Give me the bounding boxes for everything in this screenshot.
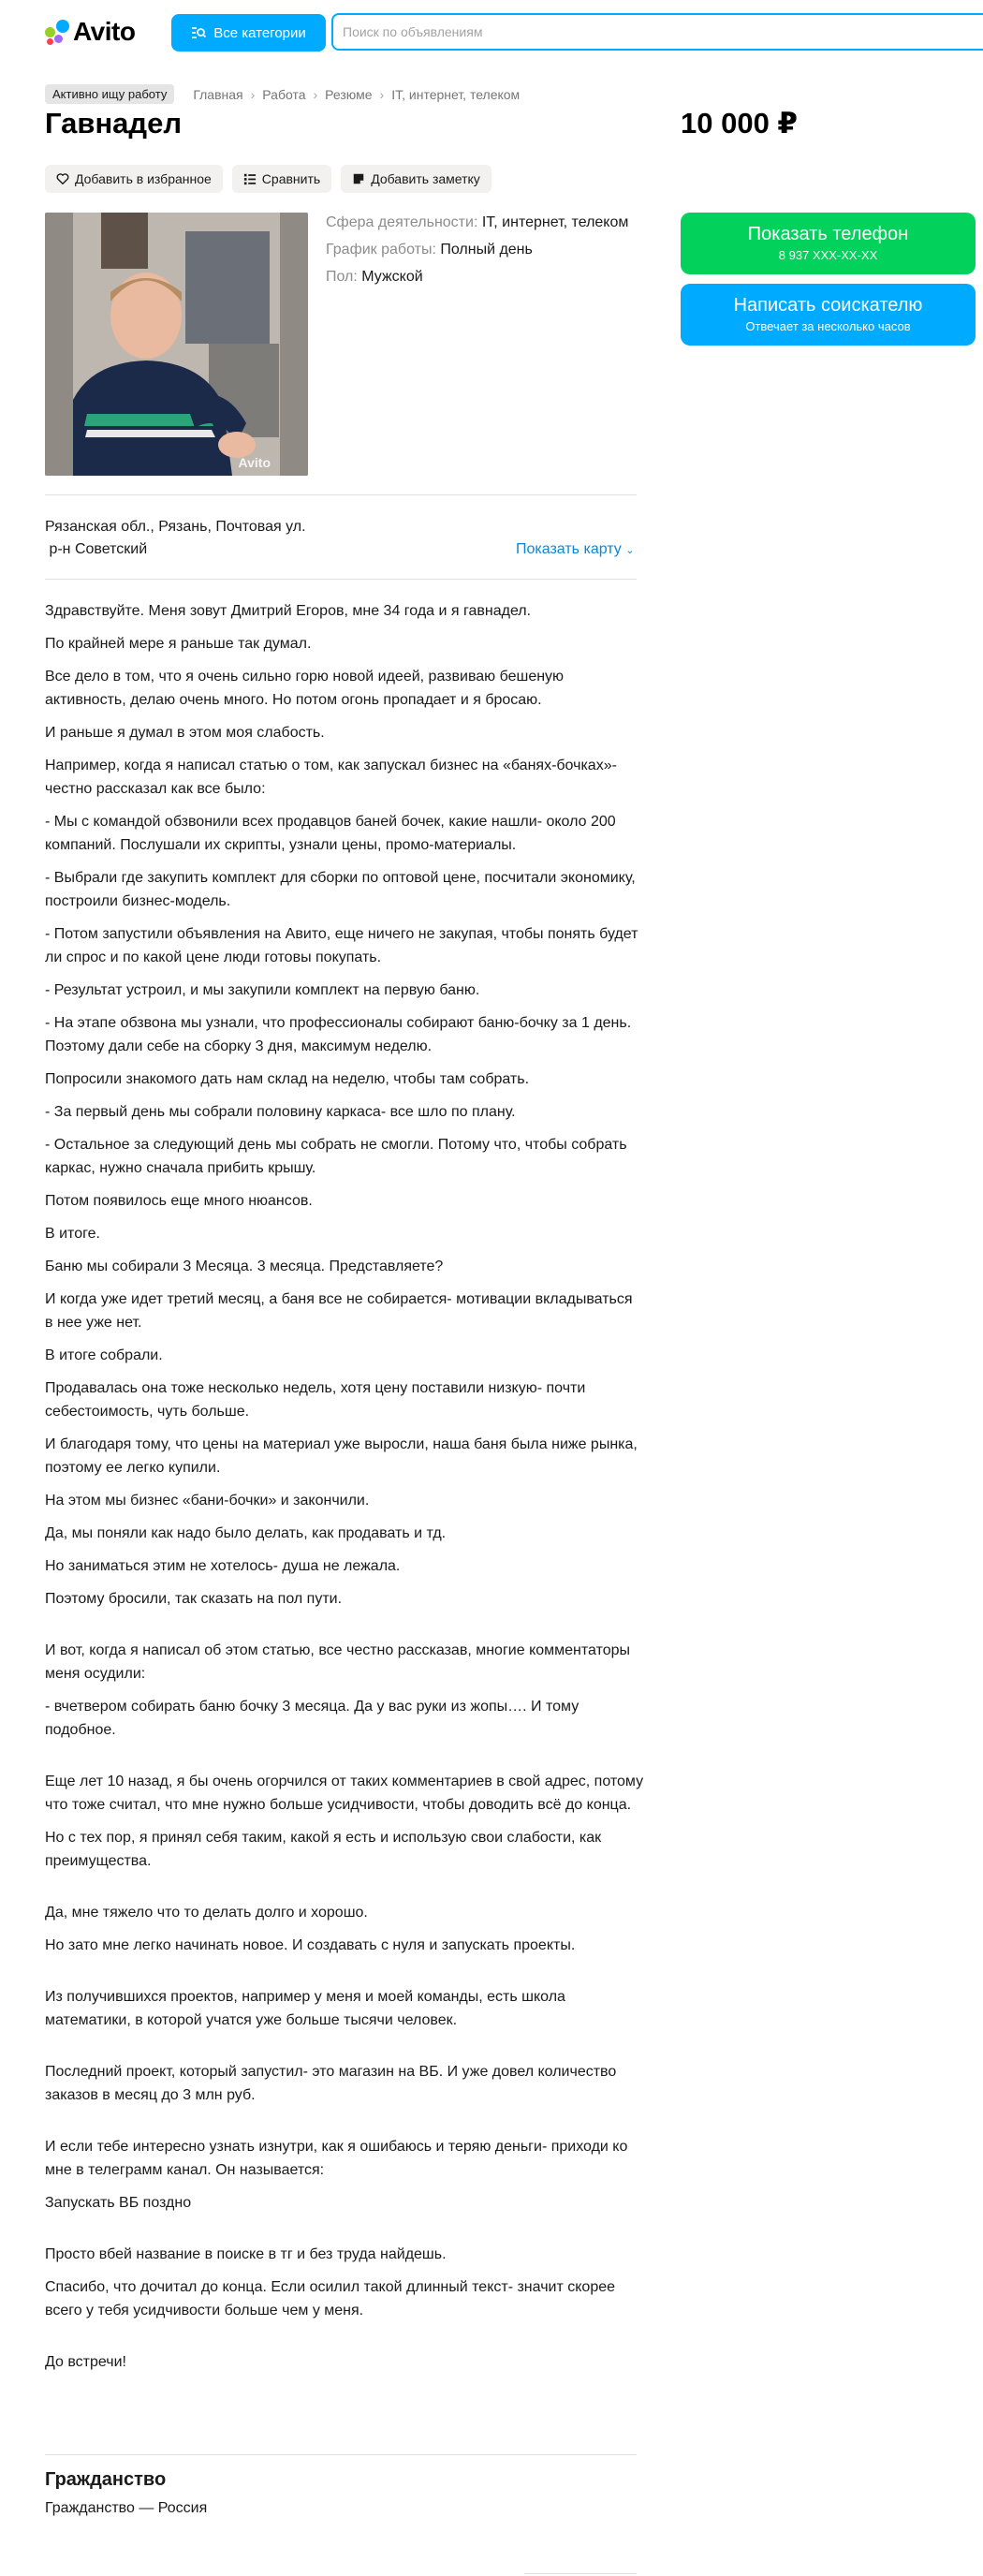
description-paragraph: На этом мы бизнес «бани-бочки» и закончили.: [45, 1493, 370, 1509]
photo-watermark: Avito: [238, 455, 271, 470]
all-categories-button[interactable]: [171, 14, 326, 52]
address-district-text: р-н Советский: [49, 541, 148, 557]
description-gap: [45, 1882, 644, 1901]
description-paragraph: Здравствуйте. Меня зовут Дмитрий Егоров, мне 34 года и я гавнадел.: [45, 603, 532, 619]
description-gap: [45, 2116, 644, 2135]
breadcrumb-home[interactable]: Главная: [193, 86, 243, 102]
param-schedule-label: График работы:: [326, 242, 436, 258]
status-badge: Активно ищу работу: [45, 84, 174, 104]
breadcrumb-separator-icon: ›: [250, 86, 256, 102]
breadcrumb-separator-icon: ›: [379, 86, 385, 102]
description-paragraph: Но заниматься этим не хотелось- душа не лежала.: [45, 1558, 401, 1574]
add-note-button[interactable]: [341, 165, 492, 193]
citizenship-value: Гражданство — Россия: [45, 2500, 208, 2516]
address-district: [45, 538, 306, 561]
description-paragraph: Все дело в том, что я очень сильно горю новой идеей, развиваю бешеную активность, делаю очень много. Но потом огонь пропадает и я бросаю.: [45, 669, 565, 708]
heart-icon: [56, 172, 69, 185]
phone-number-masked: 8 937 XXX-XX-XX: [778, 248, 878, 262]
breadcrumb-work[interactable]: Работа: [262, 86, 306, 102]
note-icon: [352, 172, 365, 185]
description-paragraph: Последний проект, который запустил- это магазин на ВБ. И уже довел количество заказов в месяц до 3 млн руб.: [45, 2064, 617, 2103]
divider: [45, 579, 637, 580]
description-paragraph: По крайней мере я раньше так думал.: [45, 636, 312, 652]
description-paragraph: - Остальное за следующий день мы собрать не смогли. Потому что, чтобы собрать каркас, нужно сначала прибить крышу.: [45, 1137, 627, 1176]
logo-text: Avito: [73, 17, 136, 46]
compare-label: Сравнить: [261, 171, 321, 186]
description-gap: [45, 2332, 644, 2350]
show-map-label: Показать карту: [516, 541, 622, 557]
show-phone-label: Показать телефон: [747, 224, 909, 244]
description-paragraph: Но зато мне легко начинать новое. И создавать с нуля и запускать проекты.: [45, 1937, 576, 1953]
param-schedule: [326, 240, 635, 259]
write-to-applicant-label: Написать соискателю: [733, 295, 923, 316]
description-paragraph: - вчетвером собирать баню бочку 3 месяца. Да у вас руки из жопы…. И тому подобное.: [45, 1699, 580, 1738]
description-paragraph: Спасибо, что дочитал до конца. Если осилил такой длинный текст- значит скорее всего у тебя усидчивости больше чем у меня.: [45, 2279, 616, 2318]
add-to-favorites-button[interactable]: [45, 165, 223, 193]
description-paragraph: Да, мне тяжело что то делать долго и хорошо.: [45, 1905, 368, 1921]
param-gender-value: Мужской: [361, 269, 423, 285]
description-gap: [45, 1966, 644, 1985]
description-paragraph: - За первый день мы собрали половину каркаса- все шло по плану.: [45, 1104, 516, 1120]
description-paragraph: - Выбрали где закупить комплект для сборки по оптовой цене, посчитали экономику, построили бизнес-модель.: [45, 870, 636, 909]
action-bar: [45, 165, 492, 193]
divider: [45, 2454, 637, 2455]
description-paragraph: - На этапе обзвона мы узнали, что профессионалы собирают баню-бочку за 1 день. Поэтому дали себе на сборку 3 дня, максимум неделю.: [45, 1015, 632, 1054]
listing-photo[interactable]: [45, 213, 308, 476]
breadcrumb-it[interactable]: IT, интернет, телеком: [391, 86, 521, 102]
header: [0, 0, 983, 64]
description-paragraph: - Мы с командой обзвонили всех продавцов баней бочек, какие нашли- около 200 компаний. Послушали их скрипты, узнали цены, промо-материалы.: [45, 814, 616, 853]
price: 10 000 ₽: [681, 107, 798, 140]
description-gap: [45, 2224, 644, 2243]
chevron-down-icon: ⌄: [625, 545, 635, 556]
description-paragraph: Еще лет 10 назад, я бы очень огорчился от таких комментариев в свой адрес, потому что тоже считал, что мне нужно больше усидчивости, чтобы доводить всё до конца.: [45, 1774, 644, 1813]
description-paragraph: Баню мы собирали 3 Месяца. 3 месяца. Представляете?: [45, 1259, 444, 1274]
description-paragraph: В итоге собрали.: [45, 1347, 163, 1363]
description-gap: [45, 1620, 644, 1639]
add-to-favorites-label: Добавить в избранное: [75, 171, 212, 186]
compare-icon: [243, 172, 257, 185]
logo-dots-icon: [45, 20, 69, 44]
param-sphere-label: Сфера деятельности:: [326, 214, 478, 230]
response-time: Отвечает за несколько часов: [745, 319, 911, 333]
description-paragraph: И благодаря тому, что цены на материал уже выросли, наша баня была ниже рынка, поэтому ее легко купили.: [45, 1436, 638, 1476]
description-paragraph: - Результат устроил, и мы закупили комплект на первую баню.: [45, 982, 480, 998]
show-map-link[interactable]: [516, 541, 634, 558]
address-block: [45, 516, 306, 561]
description-paragraph: - Потом запустили объявления на Авито, еще ничего не закупая, чтобы понять будет ли спрос и по какой цене люди готовы покупать.: [45, 926, 638, 965]
divider: [45, 494, 637, 495]
description-paragraph: И если тебе интересно узнать изнутри, как я ошибаюсь и теряю деньги- приходи ко мне в телеграмм канал. Он называется:: [45, 2139, 628, 2178]
breadcrumb-separator-icon: ›: [313, 86, 318, 102]
address-line: Рязанская обл., Рязань, Почтовая ул.: [45, 519, 306, 535]
description-gap: [45, 1751, 644, 1770]
show-phone-button[interactable]: [681, 213, 976, 274]
citizenship-title: Гражданство: [45, 2469, 167, 2490]
description-paragraph: И вот, когда я написал об этом статью, все честно рассказав, многие комментаторы меня осудили:: [45, 1642, 631, 1682]
listing-params: [326, 213, 635, 294]
description-paragraph: В итоге.: [45, 1226, 100, 1242]
description-paragraph: Поэтому бросили, так сказать на пол пути.: [45, 1591, 343, 1607]
description-paragraph: Да, мы поняли как надо было делать, как продавать и тд.: [45, 1525, 447, 1541]
breadcrumb: [45, 84, 520, 104]
description-paragraph: Продавалась она тоже несколько недель, хотя цену поставили низкую- почти себестоимость, чуть больше.: [45, 1380, 586, 1420]
param-schedule-value: Полный день: [440, 242, 533, 258]
add-note-label: Добавить заметку: [371, 171, 480, 186]
description-paragraph: Например, когда я написал статью о том, как запускал бизнес на «банях-бочках»- честно рассказал как все было:: [45, 758, 617, 797]
breadcrumb-resume[interactable]: Резюме: [325, 86, 373, 102]
search-box: [331, 13, 983, 51]
param-gender: [326, 267, 635, 287]
description-paragraph: Запускать ВБ поздно: [45, 2195, 192, 2211]
avito-logo[interactable]: [45, 13, 135, 51]
param-sphere: [326, 213, 635, 232]
search-input[interactable]: [333, 15, 983, 49]
description-paragraph: Попросили знакомого дать нам склад на неделю, чтобы там собрать.: [45, 1071, 530, 1087]
write-to-applicant-button[interactable]: [681, 284, 976, 346]
description: [45, 599, 644, 2383]
param-gender-label: Пол:: [326, 269, 358, 285]
description-paragraph: Потом появилось еще много нюансов.: [45, 1193, 313, 1209]
all-categories-label: Все категории: [213, 24, 306, 41]
page-title: Гавнадел: [45, 107, 183, 140]
description-paragraph: И раньше я думал в этом моя слабость.: [45, 725, 325, 741]
person-photo-image: [45, 213, 308, 476]
description-paragraph: Из получившихся проектов, например у меня и моей команды, есть школа математики, в которой учатся уже больше тысячи человек.: [45, 1989, 565, 2028]
search-list-icon: [191, 25, 206, 40]
description-paragraph: До встречи!: [45, 2354, 126, 2370]
description-paragraph: Но с тех пор, я принял себя таким, какой я есть и использую свои слабости, как преимущества.: [45, 1830, 602, 1869]
description-paragraph: Просто вбей название в поиске в тг и без труда найдешь.: [45, 2246, 447, 2262]
divider: [524, 2573, 637, 2574]
param-sphere-value: IT, интернет, телеком: [481, 214, 629, 230]
description-gap: [45, 2041, 644, 2060]
description-paragraph: И когда уже идет третий месяц, а баня все не собирается- мотивации вкладываться в нее уже нет.: [45, 1291, 633, 1331]
compare-button[interactable]: [232, 165, 331, 193]
